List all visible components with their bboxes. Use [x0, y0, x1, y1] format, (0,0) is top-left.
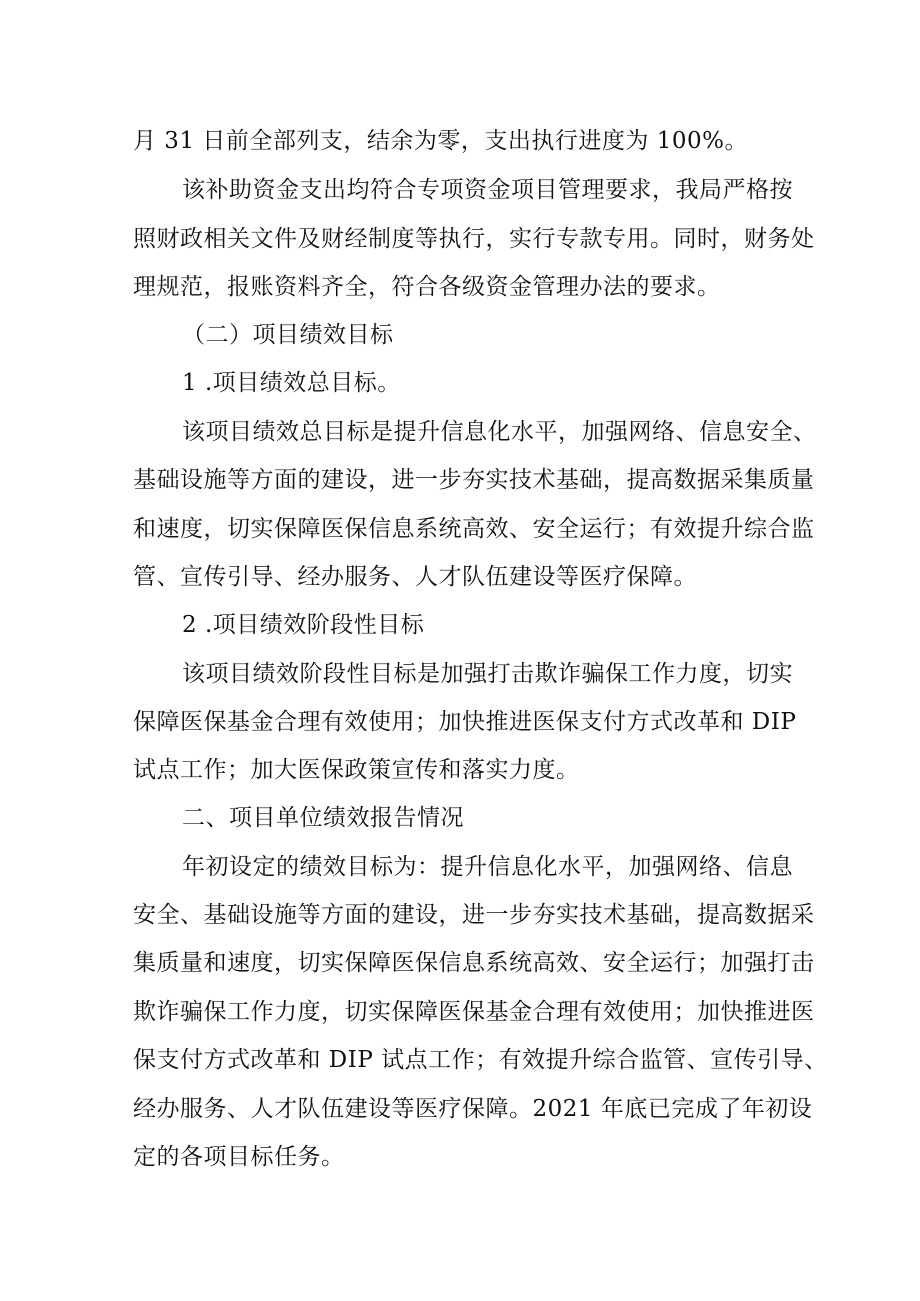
text-line-21: 经办服务、人才队伍建设等医疗保障。2021 年底已完成了年初设	[133, 1096, 813, 1122]
text-line-16: 年初设定的绩效目标为：提升信息化水平，加强网络、信息	[182, 854, 793, 880]
section-heading-project-goals: （二）项目绩效目标	[182, 322, 394, 348]
text-line-13: 保障医保基金合理有效使用；加快推进医保支付方式改革和 DIP	[133, 709, 797, 735]
text-line-22: 定的各项目标任务。	[133, 1144, 345, 1170]
text-line-9: 和速度，切实保障医保信息系统高效、安全运行；有效提升综合监	[133, 516, 815, 542]
text-line-17: 安全、基础设施等方面的建设，进一步夯实技术基础，提高数据采	[133, 902, 815, 928]
text-line-8: 基础设施等方面的建设，进一步夯实技术基础，提高数据采集质量	[133, 467, 815, 493]
subheading-phase-goal: 2 .项目绩效阶段性目标	[182, 612, 425, 638]
subheading-overall-goal: 1 .项目绩效总目标。	[182, 370, 401, 396]
text-line-7: 该项目绩效总目标是提升信息化水平，加强网络、信息安全、	[182, 419, 817, 445]
text-line-14: 试点工作；加大医保政策宣传和落实力度。	[133, 757, 580, 783]
text-line-1: 月 31 日前全部列支，结余为零，支出执行进度为 100%。	[133, 128, 748, 154]
text-line-3: 照财政相关文件及财经制度等执行，实行专款专用。同时，财务处	[133, 226, 815, 252]
text-line-18: 集质量和速度，切实保障医保信息系统高效、安全运行；加强打击	[133, 950, 815, 976]
section-heading-unit-report: 二、项目单位绩效报告情况	[182, 805, 464, 831]
text-line-4: 理规范，报账资料齐全，符合各级资金管理办法的要求。	[133, 274, 721, 300]
text-line-19: 欺诈骗保工作力度，切实保障医保基金合理有效使用；加快推进医	[133, 999, 815, 1025]
text-line-20: 保支付方式改革和 DIP 试点工作；有效提升综合监管、宣传引导、	[133, 1047, 828, 1073]
text-line-10: 管、宣传引导、经办服务、人才队伍建设等医疗保障。	[133, 564, 697, 590]
text-line-12: 该项目绩效阶段性目标是加强打击欺诈骗保工作力度，切实	[182, 661, 793, 687]
text-line-2: 该补助资金支出均符合专项资金项目管理要求，我局严格按	[182, 177, 793, 203]
